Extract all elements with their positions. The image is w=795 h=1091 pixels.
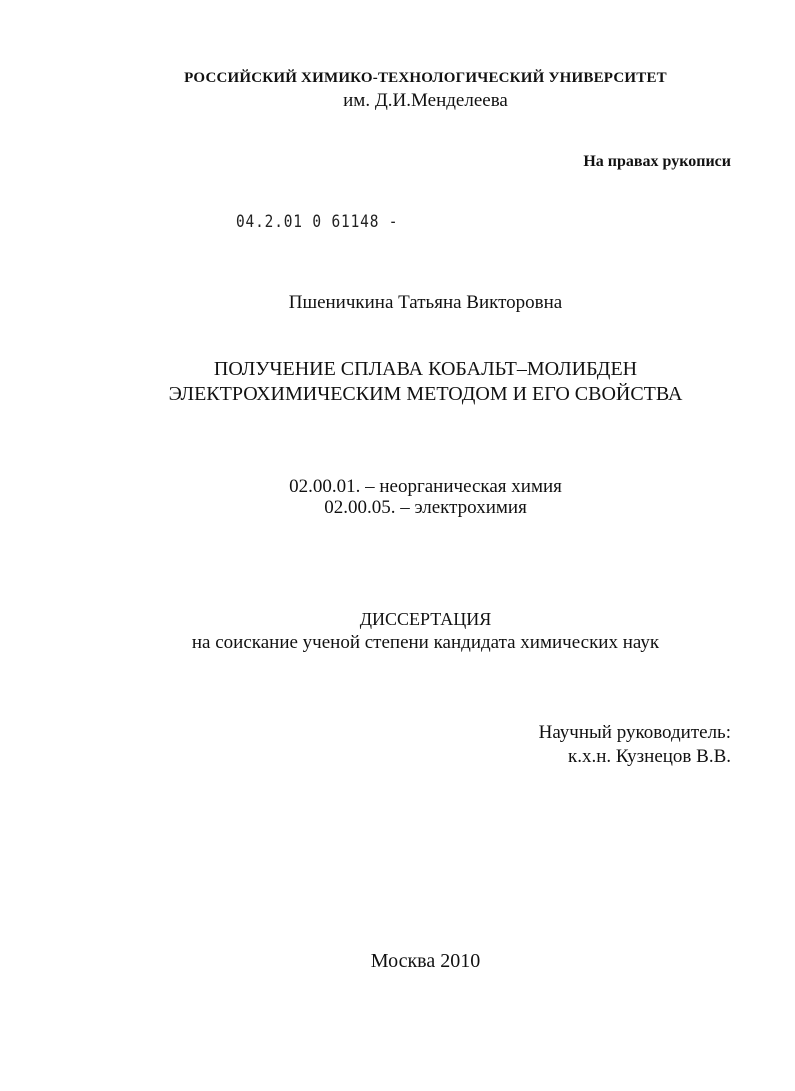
university-name: РОССИЙСКИЙ ХИМИКО-ТЕХНОЛОГИЧЕСКИЙ УНИВЕРСИТЕТ	[184, 70, 667, 86]
supervisor-name: к.х.н. Кузнецов В.В.	[568, 746, 731, 767]
dissertation-title-line-1: ПОЛУЧЕНИЕ СПЛАВА КОБАЛЬТ–МОЛИБДЕН	[213, 358, 638, 380]
dissertation-title-line-2: ЭЛЕКТРОХИМИЧЕСКИМ МЕТОДОМ И ЕГО СВОЙСТВА	[168, 383, 683, 405]
author-name: Пшеничкина Татьяна Викторовна	[288, 292, 563, 313]
specialty-2: 02.00.05. – электрохимия	[324, 497, 527, 518]
rights-note: На правах рукописи	[583, 153, 731, 170]
supervisor-label: Научный руководитель:	[538, 722, 731, 743]
specialty-1: 02.00.01. – неорганическая химия	[289, 476, 562, 497]
dissertation-label: ДИССЕРТАЦИЯ	[359, 609, 492, 629]
registration-stamp: 04.2.01 0 61148 -	[236, 212, 399, 232]
university-named-after: им. Д.И.Менделеева	[343, 90, 508, 111]
city-year: Москва 2010	[370, 950, 481, 972]
dissertation-subtitle: на соискание ученой степени кандидата химических наук	[191, 632, 660, 653]
